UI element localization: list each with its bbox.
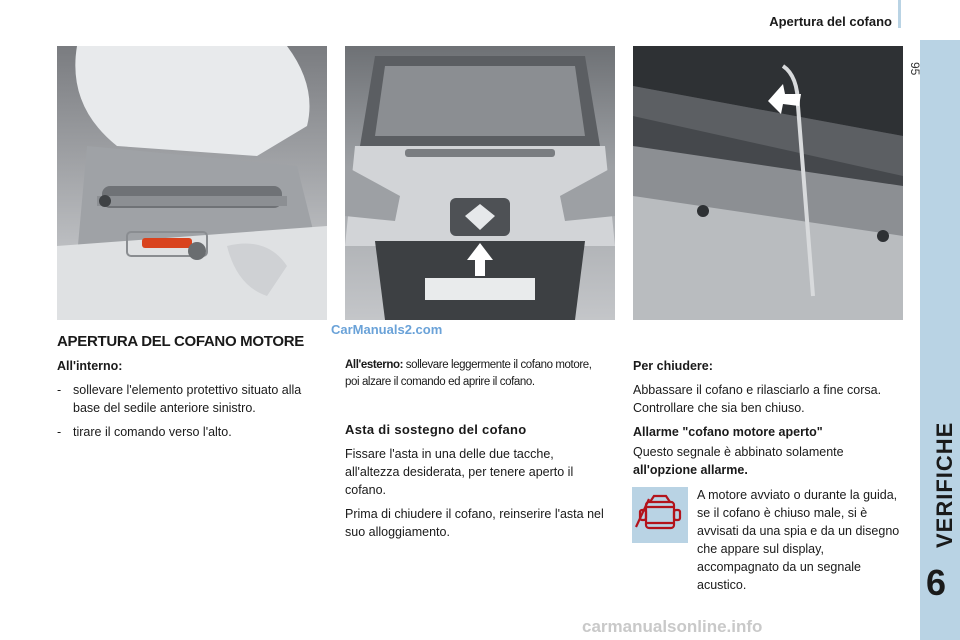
alarm-note: A motore avviato o durante la guida, se il cofano è chiuso male, si è avvisati da una spia e da un disegno che appare sul display, accompagnato da un segnale acustico. <box>697 488 900 592</box>
outside-text: sollevare leggermente il cofano motore, poi alzare il comando ed aprire il cofano. <box>345 359 592 388</box>
chapter-label: VERIFICHE <box>932 421 957 548</box>
alarm-heading: Allarme "cofano motore aperto" <box>633 425 823 439</box>
prop-rod-paragraph: Fissare l'asta in una delle due tacche, all'altezza desiderata, per tenere aperto il cofano. <box>345 447 574 497</box>
list-dash: - <box>57 383 62 397</box>
list-item <box>57 381 319 417</box>
outside-paragraph <box>345 357 607 391</box>
list-item-text: sollevare l'elemento protettivo situato alla base del sedile anteriore sinistro. <box>73 383 302 415</box>
inside-heading: All'interno: <box>57 359 123 373</box>
header-rule <box>898 0 901 28</box>
column-closing-instructions <box>633 357 895 485</box>
photo-interior-release-lever <box>57 46 327 320</box>
photo-vehicle-front-grille <box>345 46 615 320</box>
list-item <box>57 423 319 441</box>
watermark-footer: carmanualsonline.info <box>582 617 763 636</box>
column-outside-instructions <box>345 357 607 547</box>
prop-rod-subheading: Asta di sostegno del cofano <box>345 422 527 437</box>
outside-label: All'esterno: <box>345 359 404 371</box>
alarm-text: Questo segnale è abbinato solamente <box>633 445 844 459</box>
list-item-text: tirare il comando verso l'alto. <box>73 425 232 439</box>
close-text: Abbassare il cofano e rilasciarlo a fine corsa. Controllare che sia ben chiuso. <box>633 383 882 415</box>
running-header-title: Apertura del cofano <box>769 14 892 29</box>
list-dash: - <box>57 425 62 439</box>
alarm-text-bold: all'opzione allarme. <box>633 463 748 477</box>
photo-hood-prop-rod <box>633 46 903 320</box>
watermark-carmanuals2: CarManuals2.com <box>331 322 443 337</box>
hood-open-alarm-icon <box>632 487 688 543</box>
prop-rod-paragraph: Prima di chiudere il cofano, reinserire l'asta nel suo alloggiamento. <box>345 507 604 539</box>
chapter-side-band <box>920 40 960 640</box>
column-inside-instructions <box>57 357 319 447</box>
close-heading: Per chiudere: <box>633 359 713 373</box>
page-number: 95 <box>908 62 922 76</box>
chapter-number: 6 <box>926 562 947 603</box>
section-title: APERTURA DEL COFANO MOTORE <box>57 333 304 350</box>
